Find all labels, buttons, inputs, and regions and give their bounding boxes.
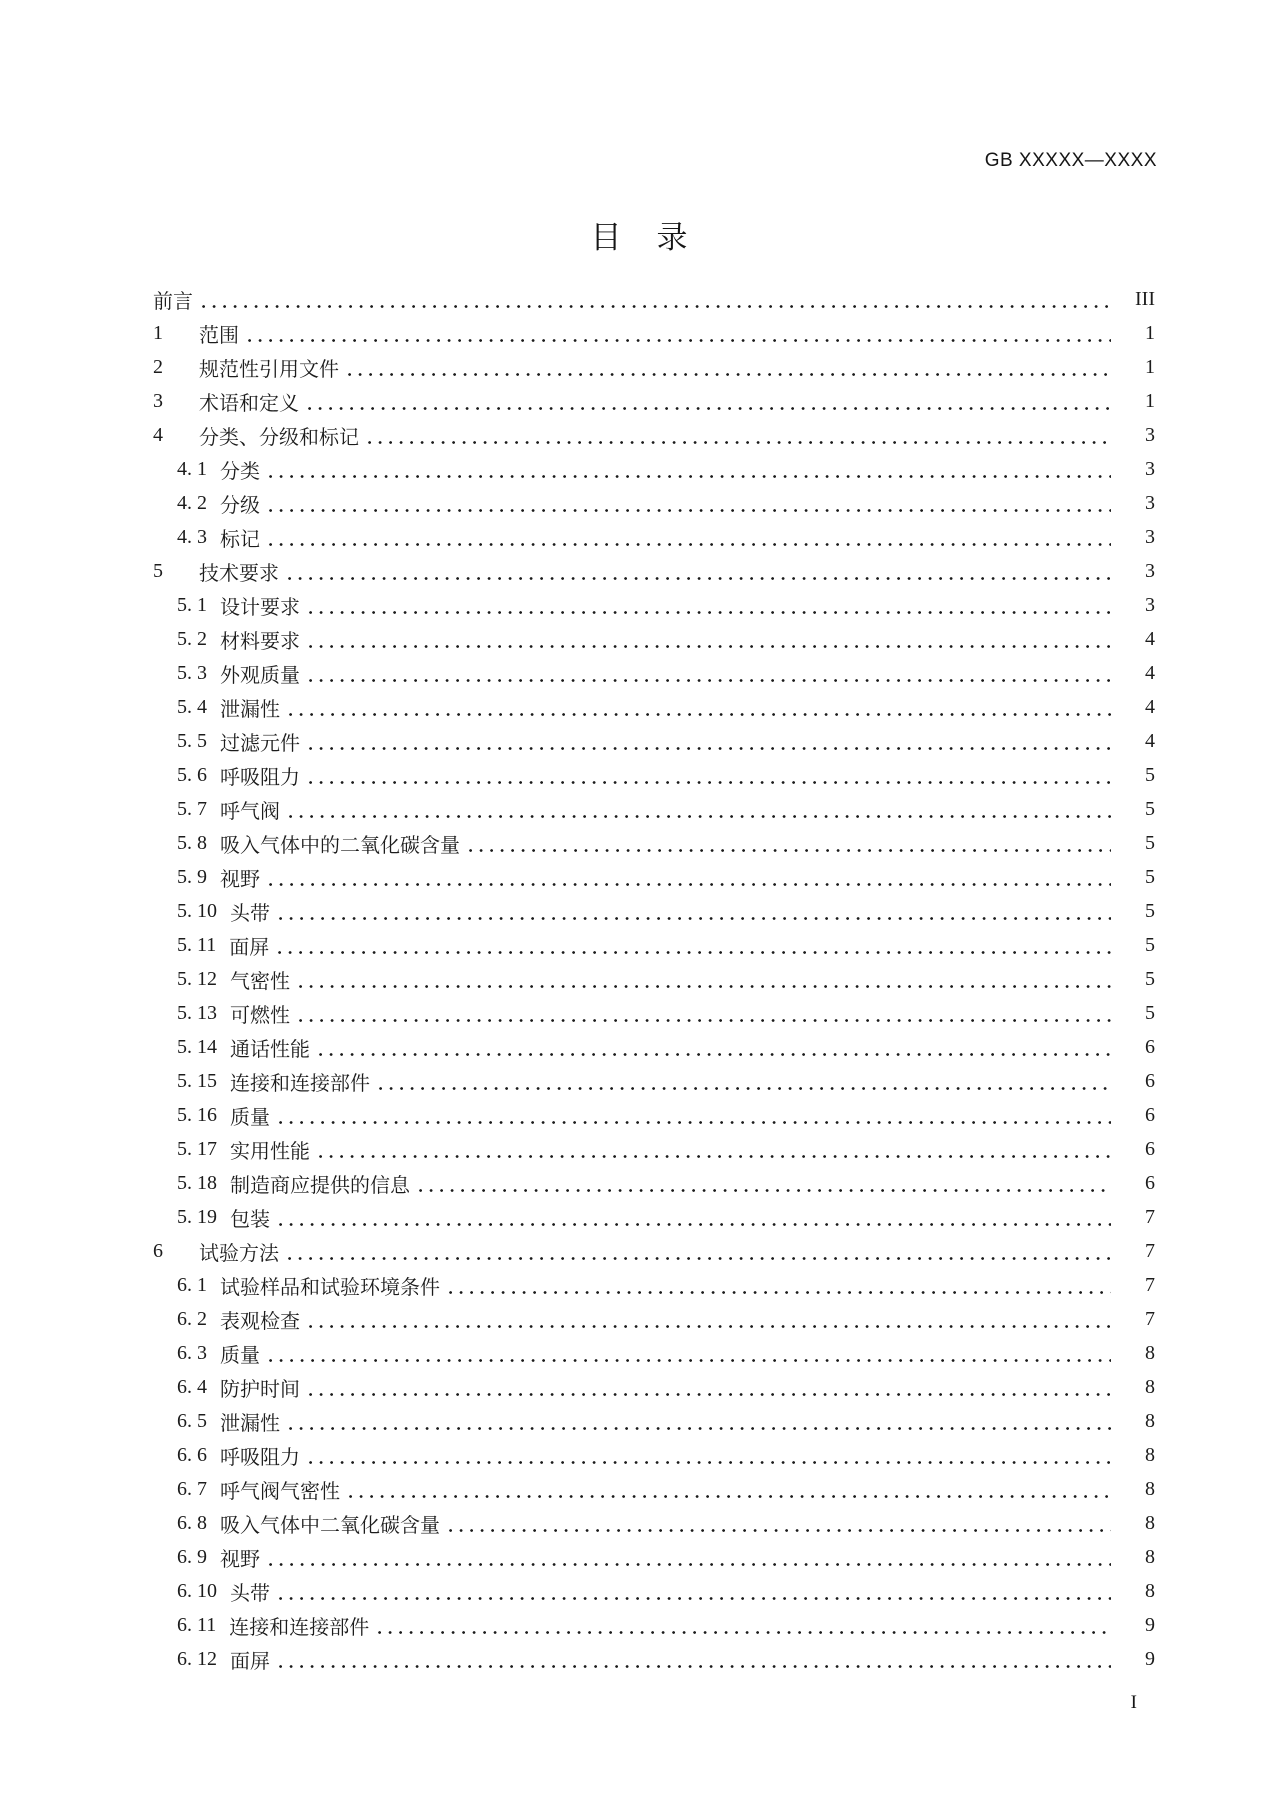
entry-number: 5. 3 <box>177 661 207 684</box>
entry-title: 过滤元件 <box>220 732 300 755</box>
dot-leader <box>309 588 1111 622</box>
entry-title: 呼气阀气密性 <box>220 1480 340 1503</box>
entry-page: 8 <box>1145 1375 1155 1398</box>
dot-leader <box>449 1506 1111 1540</box>
entry-title: 规范性引用文件 <box>199 358 339 381</box>
entry-title: 范围 <box>199 324 239 347</box>
entry-page: 9 <box>1145 1647 1155 1670</box>
dot-leader <box>309 724 1111 758</box>
entry-title: 前言 <box>153 290 193 313</box>
dot-leader <box>288 1234 1111 1268</box>
entry-page: 8 <box>1145 1545 1155 1568</box>
entry-title: 视野 <box>220 868 260 891</box>
entry-page: 7 <box>1145 1273 1155 1296</box>
entry-page: 3 <box>1145 593 1155 616</box>
toc-entry <box>153 758 1155 792</box>
dot-leader <box>349 1472 1111 1506</box>
toc-entry <box>153 1030 1155 1064</box>
entry-title: 材料要求 <box>220 630 300 653</box>
entry-number: 5. 18 <box>177 1171 217 1194</box>
entry-title: 头带 <box>230 902 270 925</box>
entry-number: 5. 1 <box>177 593 207 616</box>
toc-entry <box>153 1370 1155 1404</box>
toc-entry <box>153 622 1155 656</box>
entry-number: 6. 9 <box>177 1545 207 1568</box>
entry-number: 2 <box>153 355 163 378</box>
toc-entry <box>153 1574 1155 1608</box>
entry-page: 5 <box>1145 899 1155 922</box>
entry-page: 3 <box>1145 423 1155 446</box>
dot-leader <box>368 418 1111 452</box>
toc-entry <box>153 350 1155 384</box>
entry-page: 7 <box>1145 1239 1155 1262</box>
entry-title: 质量 <box>220 1344 260 1367</box>
entry-number: 5. 4 <box>177 695 207 718</box>
dot-leader <box>309 1370 1111 1404</box>
toc-entry <box>153 1234 1155 1268</box>
entry-number: 4 <box>153 423 163 446</box>
entry-title: 视野 <box>220 1548 260 1571</box>
entry-title: 实用性能 <box>230 1140 310 1163</box>
entry-page: 9 <box>1145 1613 1155 1636</box>
entry-title: 分类 <box>220 460 260 483</box>
entry-page: 7 <box>1145 1307 1155 1330</box>
entry-number: 4. 2 <box>177 491 207 514</box>
dot-leader <box>202 282 1111 316</box>
toc-entry <box>153 418 1155 452</box>
entry-page: 8 <box>1145 1477 1155 1500</box>
entry-number: 5. 10 <box>177 899 217 922</box>
dot-leader <box>269 452 1111 486</box>
dot-leader <box>378 1608 1111 1642</box>
entry-page: 7 <box>1145 1205 1155 1228</box>
toc-entry <box>153 1268 1155 1302</box>
entry-title: 分类、分级和标记 <box>199 426 359 449</box>
dot-leader <box>279 1200 1111 1234</box>
entry-page: 3 <box>1145 491 1155 514</box>
dot-leader <box>469 826 1111 860</box>
entry-page: 6 <box>1145 1035 1155 1058</box>
toc-entry <box>153 1132 1155 1166</box>
toc-entry <box>153 860 1155 894</box>
entry-page: 6 <box>1145 1069 1155 1092</box>
entry-number: 5. 9 <box>177 865 207 888</box>
dot-leader <box>449 1268 1111 1302</box>
entry-number: 6. 3 <box>177 1341 207 1364</box>
toc-entry <box>153 1608 1155 1642</box>
toc-entry <box>153 588 1155 622</box>
entry-title: 制造商应提供的信息 <box>230 1174 410 1197</box>
entry-page: 5 <box>1145 1001 1155 1024</box>
dot-leader <box>379 1064 1111 1098</box>
toc-entry <box>153 1438 1155 1472</box>
dot-leader <box>269 520 1111 554</box>
entry-number: 5. 13 <box>177 1001 217 1024</box>
entry-page: 5 <box>1145 865 1155 888</box>
entry-number: 6. 10 <box>177 1579 217 1602</box>
toc-entry <box>153 1166 1155 1200</box>
dot-leader <box>288 554 1111 588</box>
dot-leader <box>309 1438 1111 1472</box>
toc-entry <box>153 690 1155 724</box>
entry-number: 6. 6 <box>177 1443 207 1466</box>
dot-leader <box>319 1030 1111 1064</box>
entry-page: 8 <box>1145 1341 1155 1364</box>
entry-title: 防护时间 <box>220 1378 300 1401</box>
entry-page: 8 <box>1145 1443 1155 1466</box>
entry-title: 分级 <box>220 494 260 517</box>
entry-page: III <box>1135 287 1155 310</box>
entry-page: 5 <box>1145 763 1155 786</box>
entry-title: 面屏 <box>230 1650 270 1673</box>
dot-leader <box>309 656 1111 690</box>
entry-number: 5. 14 <box>177 1035 217 1058</box>
dot-leader <box>289 792 1111 826</box>
dot-leader <box>269 860 1111 894</box>
entry-number: 5. 2 <box>177 627 207 650</box>
entry-number: 5. 19 <box>177 1205 217 1228</box>
toc-entry <box>153 792 1155 826</box>
entry-title: 呼吸阻力 <box>220 766 300 789</box>
toc-entry <box>153 724 1155 758</box>
dot-leader <box>279 1642 1111 1676</box>
toc-entry <box>153 962 1155 996</box>
entry-page: 1 <box>1145 355 1155 378</box>
dot-leader <box>309 1302 1111 1336</box>
entry-page: 4 <box>1145 627 1155 650</box>
entry-number: 5. 5 <box>177 729 207 752</box>
toc-entry <box>153 1098 1155 1132</box>
footer-page-number: I <box>1130 1692 1137 1713</box>
entry-number: 4. 1 <box>177 457 207 480</box>
entry-page: 3 <box>1145 457 1155 480</box>
entry-title: 试验方法 <box>199 1242 279 1265</box>
toc-entry <box>153 452 1155 486</box>
dot-leader <box>248 316 1111 350</box>
entry-page: 4 <box>1145 661 1155 684</box>
entry-number: 5. 17 <box>177 1137 217 1160</box>
toc-entry <box>153 316 1155 350</box>
toc-entry <box>153 656 1155 690</box>
dot-leader <box>309 758 1111 792</box>
entry-page: 5 <box>1145 831 1155 854</box>
entry-title: 技术要求 <box>199 562 279 585</box>
dot-leader <box>308 384 1111 418</box>
toc-entry <box>153 928 1155 962</box>
entry-title: 可燃性 <box>230 1004 290 1027</box>
entry-number: 6 <box>153 1239 163 1262</box>
entry-number: 6. 1 <box>177 1273 207 1296</box>
entry-page: 5 <box>1145 967 1155 990</box>
dot-leader <box>278 928 1111 962</box>
entry-title: 试验样品和试验环境条件 <box>220 1276 440 1299</box>
entry-title: 外观质量 <box>220 664 300 687</box>
entry-number: 5. 12 <box>177 967 217 990</box>
toc-entry <box>153 282 1155 316</box>
entry-page: 8 <box>1145 1579 1155 1602</box>
entry-page: 6 <box>1145 1137 1155 1160</box>
toc-entry <box>153 1200 1155 1234</box>
toc-entry <box>153 894 1155 928</box>
toc-entry <box>153 1336 1155 1370</box>
toc-entry <box>153 486 1155 520</box>
dot-leader <box>299 996 1111 1030</box>
toc-entry <box>153 826 1155 860</box>
dot-leader <box>269 1336 1111 1370</box>
page-title: 目 录 <box>590 220 690 255</box>
toc-list <box>153 282 1155 1676</box>
entry-title: 连接和连接部件 <box>229 1616 370 1639</box>
entry-title: 面屏 <box>229 936 270 959</box>
entry-page: 8 <box>1145 1409 1155 1432</box>
entry-number: 3 <box>153 389 163 412</box>
entry-title: 吸入气体中的二氧化碳含量 <box>220 834 460 857</box>
standard-number: GB XXXXX—XXXX <box>984 150 1157 171</box>
dot-leader <box>289 690 1111 724</box>
entry-title: 连接和连接部件 <box>230 1072 370 1095</box>
entry-page: 6 <box>1145 1171 1155 1194</box>
entry-title: 术语和定义 <box>199 392 299 415</box>
entry-number: 5. 11 <box>177 933 217 956</box>
toc-entry <box>153 996 1155 1030</box>
dot-leader <box>309 622 1111 656</box>
entry-number: 6. 5 <box>177 1409 207 1432</box>
entry-title: 泄漏性 <box>220 1412 280 1435</box>
entry-title: 通话性能 <box>230 1038 310 1061</box>
entry-number: 5. 8 <box>177 831 207 854</box>
dot-leader <box>348 350 1111 384</box>
dot-leader <box>319 1132 1111 1166</box>
toc-entry <box>153 520 1155 554</box>
entry-title: 泄漏性 <box>220 698 280 721</box>
entry-title: 气密性 <box>230 970 290 993</box>
entry-number: 5 <box>153 559 163 582</box>
dot-leader <box>419 1166 1111 1200</box>
toc-entry <box>153 1302 1155 1336</box>
toc-entry <box>153 554 1155 588</box>
toc-entry <box>153 384 1155 418</box>
entry-page: 3 <box>1145 559 1155 582</box>
entry-number: 4. 3 <box>177 525 207 548</box>
toc-entry <box>153 1642 1155 1676</box>
toc-entry <box>153 1540 1155 1574</box>
entry-page: 8 <box>1145 1511 1155 1534</box>
toc-entry <box>153 1506 1155 1540</box>
toc-entry <box>153 1064 1155 1098</box>
entry-title: 头带 <box>230 1582 270 1605</box>
entry-title: 质量 <box>230 1106 270 1129</box>
toc-entry <box>153 1404 1155 1438</box>
dot-leader <box>269 486 1111 520</box>
entry-number: 5. 6 <box>177 763 207 786</box>
entry-page: 1 <box>1145 389 1155 412</box>
dot-leader <box>279 894 1111 928</box>
entry-page: 1 <box>1145 321 1155 344</box>
entry-title: 设计要求 <box>220 596 300 619</box>
entry-number: 6. 7 <box>177 1477 207 1500</box>
dot-leader <box>279 1098 1111 1132</box>
dot-leader <box>279 1574 1111 1608</box>
entry-number: 6. 11 <box>177 1613 217 1636</box>
entry-page: 3 <box>1145 525 1155 548</box>
entry-number: 6. 4 <box>177 1375 207 1398</box>
entry-number: 6. 12 <box>177 1647 217 1670</box>
entry-number: 5. 15 <box>177 1069 217 1092</box>
entry-page: 6 <box>1145 1103 1155 1126</box>
entry-page: 5 <box>1145 797 1155 820</box>
entry-page: 5 <box>1145 933 1155 956</box>
dot-leader <box>269 1540 1111 1574</box>
entry-number: 1 <box>153 321 163 344</box>
entry-number: 6. 2 <box>177 1307 207 1330</box>
entry-number: 5. 7 <box>177 797 207 820</box>
entry-title: 标记 <box>220 528 260 551</box>
entry-title: 吸入气体中二氧化碳含量 <box>220 1514 440 1537</box>
entry-number: 5. 16 <box>177 1103 217 1126</box>
entry-page: 4 <box>1145 695 1155 718</box>
toc-entry <box>153 1472 1155 1506</box>
entry-title: 包装 <box>230 1208 270 1231</box>
entry-title: 呼气阀 <box>220 800 280 823</box>
entry-title: 呼吸阻力 <box>220 1446 300 1469</box>
entry-number: 6. 8 <box>177 1511 207 1534</box>
entry-title: 表观检查 <box>220 1310 300 1333</box>
entry-page: 4 <box>1145 729 1155 752</box>
dot-leader <box>289 1404 1111 1438</box>
dot-leader <box>299 962 1111 996</box>
